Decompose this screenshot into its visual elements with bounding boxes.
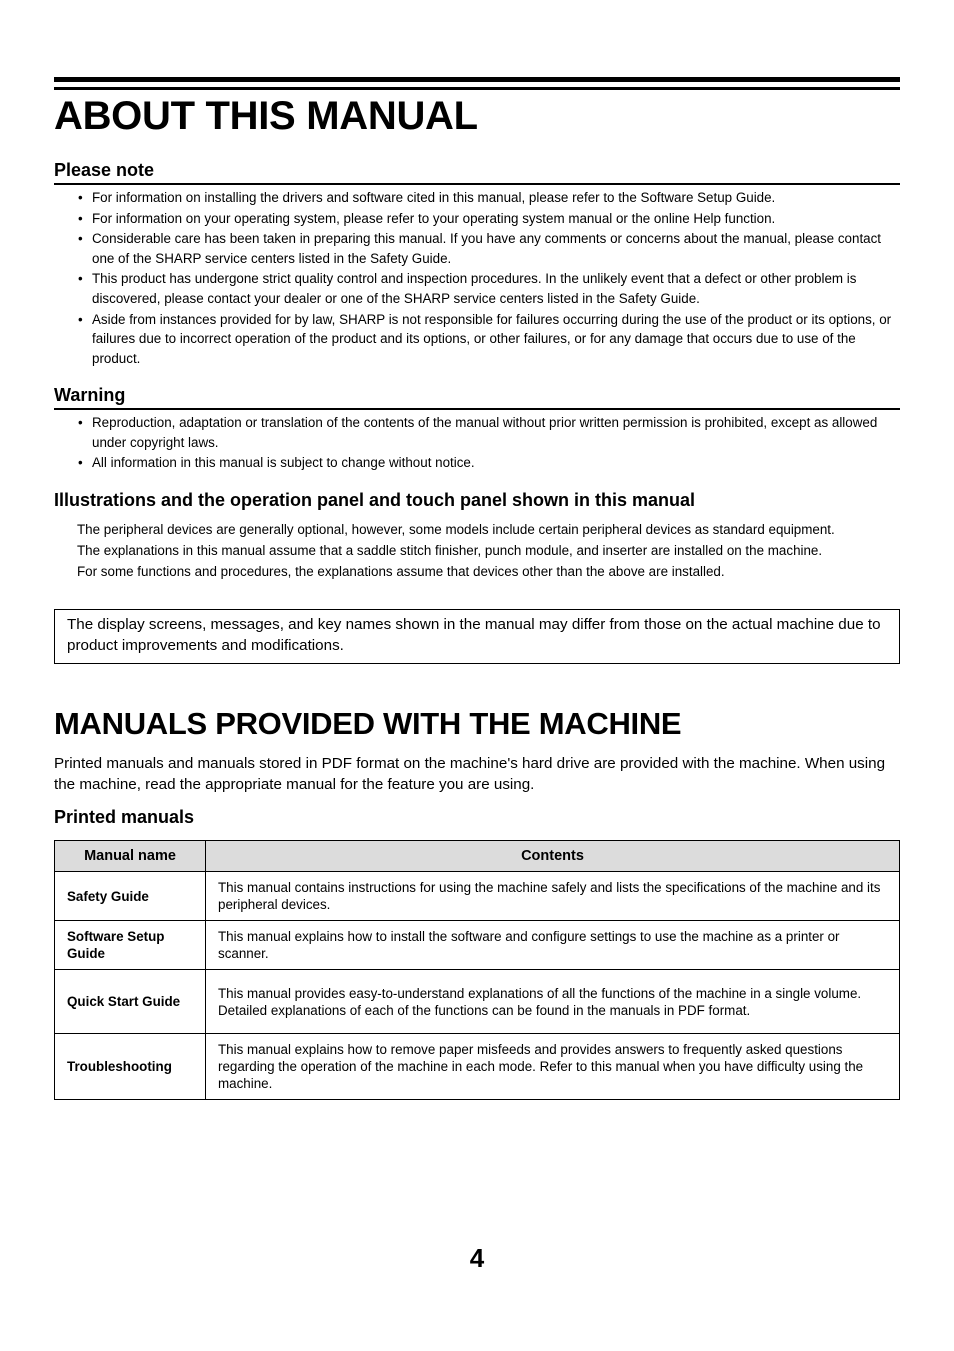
warning-list: [78, 413, 900, 474]
manuals-table: [54, 840, 900, 1100]
table-row: [55, 872, 900, 921]
illustrations-heading: Illustrations and the operation panel and touch panel shown in this manual: [54, 490, 696, 510]
manuals-intro: Printed manuals and manuals stored in PDF format on the machine's hard drive are provided with the machine. When using the machine, read the appropriate manual for the feature you are using.: [54, 755, 886, 793]
manual-contents-cell: This manual contains instructions for using the machine safely and lists the specifications of the machine and its peripheral devices.: [206, 872, 900, 921]
list-item: • For information on your operating system, please refer to your operating system manual or the online Help function.: [78, 210, 776, 226]
title-rule-bottom: [54, 87, 900, 90]
paragraph: The peripheral devices are generally optional, however, some models include certain peripheral devices as standard equipment.: [77, 522, 835, 537]
title-rule-top: [54, 77, 900, 82]
manual-name-cell: Software Setup Guide: [55, 921, 206, 970]
column-header-contents: Contents: [206, 841, 900, 872]
warning-heading: Warning: [54, 385, 900, 410]
illustrations-paragraphs: [77, 519, 900, 582]
page-number: 4: [469, 1243, 485, 1273]
table-row: [55, 1034, 900, 1100]
list-item: • Reproduction, adaptation or translation of the contents of the manual without prior written permission is prohibited, except as allowed under copyright laws.: [78, 415, 878, 450]
manual-contents-cell: This manual explains how to remove paper misfeeds and provides answers to frequently asked questions regarding the operation of the machine in each mode. Refer to this manual when you have difficulty using the machine.: [206, 1034, 900, 1100]
manual-name-cell: Safety Guide: [55, 872, 206, 921]
list-item: • Considerable care has been taken in preparing this manual. If you have any comments or concerns about the manual, please contact one of the SHARP service centers listed in the Safety Guide.: [78, 231, 882, 266]
please-note-list: [78, 188, 900, 369]
manual-contents-cell: This manual provides easy-to-understand explanations of all the functions of the machine in a single volume. Detailed explanations of each of the functions can be found in the manuals in PDF format.: [206, 970, 900, 1034]
column-header-manual-name: Manual name: [55, 841, 206, 872]
list-item: • All information in this manual is subject to change without notice.: [78, 455, 475, 471]
list-item: • This product has undergone strict quality control and inspection procedures. In the unlikely event that a defect or other problem is discovered, please contact your dealer or one of the SHARP service centers listed in the Safety Guide.: [78, 271, 857, 306]
manual-name-cell: Troubleshooting: [55, 1034, 206, 1100]
table-header-row: [55, 841, 900, 872]
table-row: [55, 921, 900, 970]
printed-manuals-heading: Printed manuals: [54, 807, 195, 827]
list-item: • Aside from instances provided for by law, SHARP is not responsible for failures occurring during the use of the product or its options, or failures due to incorrect operation of the product and its options, or other failures, or for any damage that occurs due to use of the product.: [78, 311, 892, 366]
manuals-title: MANUALS PROVIDED WITH THE MACHINE: [54, 706, 682, 741]
paragraph: The explanations in this manual assume that a saddle stitch finisher, punch module, and inserter are installed on the machine.: [77, 543, 823, 558]
list-item: • For information on installing the drivers and software cited in this manual, please refer to the Software Setup Guide.: [78, 190, 776, 205]
paragraph: For some functions and procedures, the explanations assume that devices other than the above are installed.: [77, 564, 725, 579]
manual-contents-cell: This manual explains how to install the software and configure settings to use the machine as a printer or scanner.: [206, 921, 900, 970]
table-row: [55, 970, 900, 1034]
manual-name-cell: Quick Start Guide: [55, 970, 206, 1034]
note-box: The display screens, messages, and key names shown in the manual may differ from those on the actual machine due to product improvements and modifications.: [54, 609, 900, 664]
please-note-heading: Please note: [54, 160, 900, 185]
about-title: ABOUT THIS MANUAL: [54, 94, 478, 138]
